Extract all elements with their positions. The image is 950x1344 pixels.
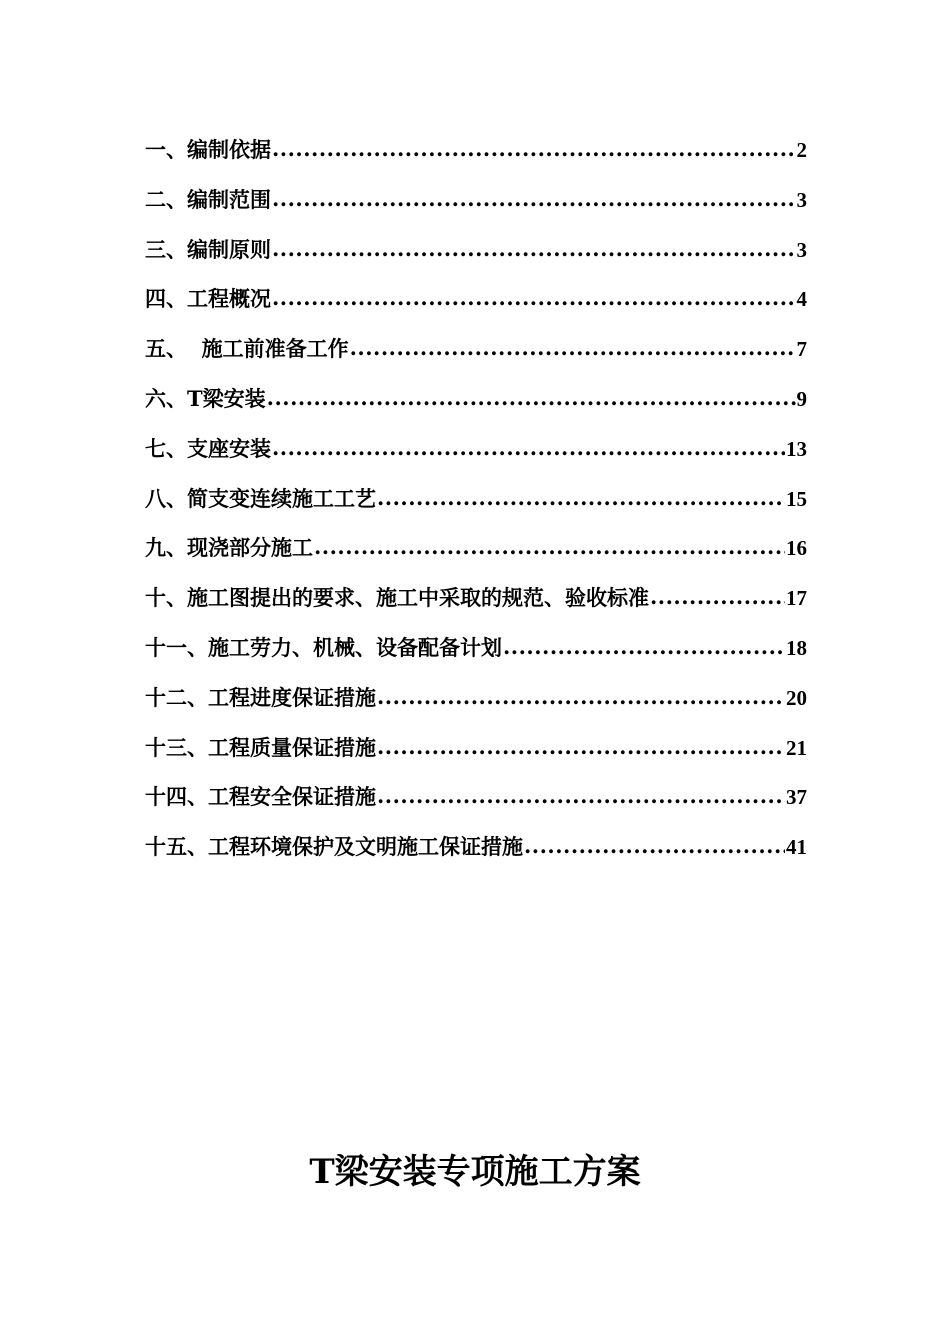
- toc-entry-page: 13: [786, 436, 807, 461]
- toc-leader-dots: [272, 179, 796, 219]
- toc-entry-title: 七、支座安装: [145, 435, 271, 461]
- toc-leader-dots: [524, 826, 785, 866]
- toc-entry-title: 九、现浇部分施工: [145, 535, 313, 561]
- toc-entry-title: 十、施工图提出的要求、施工中采取的规范、验收标准: [145, 585, 649, 611]
- toc-entry[interactable]: [145, 180, 807, 230]
- toc-entry-title: 六、T梁安装: [145, 385, 266, 411]
- toc-leader-dots: [377, 776, 785, 816]
- toc-entry-page: 18: [786, 635, 807, 660]
- toc-entry[interactable]: [145, 329, 807, 379]
- toc-entry-title: 四、工程概况: [145, 286, 271, 312]
- table-of-contents: [145, 130, 807, 877]
- toc-entry-title: 五、 施工前准备工作: [145, 336, 349, 362]
- toc-leader-dots: [272, 229, 796, 269]
- toc-leader-dots: [314, 527, 785, 567]
- toc-entry-page: 16: [786, 536, 807, 561]
- toc-entry-title: 八、简支变连续施工工艺: [145, 485, 376, 511]
- toc-leader-dots: [650, 577, 785, 617]
- toc-leader-dots: [377, 727, 785, 767]
- toc-leader-dots: [272, 129, 796, 169]
- toc-entry-title: 二、编制范围: [145, 186, 271, 212]
- toc-entry[interactable]: [145, 678, 807, 728]
- toc-entry-page: 3: [796, 237, 807, 262]
- toc-leader-dots: [350, 328, 796, 368]
- toc-leader-dots: [377, 478, 785, 518]
- toc-leader-dots: [503, 627, 785, 667]
- toc-entry-page: 41: [786, 835, 807, 860]
- toc-leader-dots: [272, 278, 796, 318]
- toc-entry-page: 3: [796, 187, 807, 212]
- toc-entry[interactable]: [145, 279, 807, 329]
- toc-entry[interactable]: [145, 130, 807, 180]
- toc-entry-page: 37: [786, 785, 807, 810]
- toc-entry-page: 4: [796, 287, 807, 312]
- toc-entry[interactable]: [145, 379, 807, 429]
- toc-entry-page: 20: [786, 685, 807, 710]
- toc-entry[interactable]: [145, 479, 807, 529]
- toc-entry[interactable]: [145, 578, 807, 628]
- toc-leader-dots: [272, 428, 785, 468]
- toc-leader-dots: [267, 378, 796, 418]
- toc-entry-page: 7: [796, 337, 807, 362]
- toc-entry[interactable]: [145, 728, 807, 778]
- toc-entry-title: 十三、工程质量保证措施: [145, 734, 376, 760]
- toc-entry[interactable]: [145, 528, 807, 578]
- toc-entry-page: 2: [796, 138, 807, 162]
- toc-entry-page: 9: [796, 386, 807, 411]
- toc-entry[interactable]: [145, 429, 807, 479]
- toc-entry-page: 15: [786, 486, 807, 511]
- toc-entry[interactable]: [145, 230, 807, 280]
- toc-entry-page: 17: [786, 586, 807, 611]
- toc-entry[interactable]: [145, 827, 807, 877]
- toc-entry-title: 十一、施工劳力、机械、设备配备计划: [145, 634, 502, 660]
- toc-entry-title: 十四、工程安全保证措施: [145, 784, 376, 810]
- toc-entry-title: 十二、工程进度保证措施: [145, 684, 376, 710]
- toc-entry[interactable]: [145, 628, 807, 678]
- document-title: T梁安装专项施工方案: [309, 1152, 641, 1192]
- toc-entry[interactable]: [145, 777, 807, 827]
- toc-entry-title: 一、编制依据: [145, 137, 271, 162]
- toc-leader-dots: [377, 677, 785, 717]
- toc-entry-title: 十五、工程环境保护及文明施工保证措施: [145, 834, 523, 860]
- toc-entry-title: 三、编制原则: [145, 236, 271, 262]
- toc-entry-page: 21: [786, 735, 807, 760]
